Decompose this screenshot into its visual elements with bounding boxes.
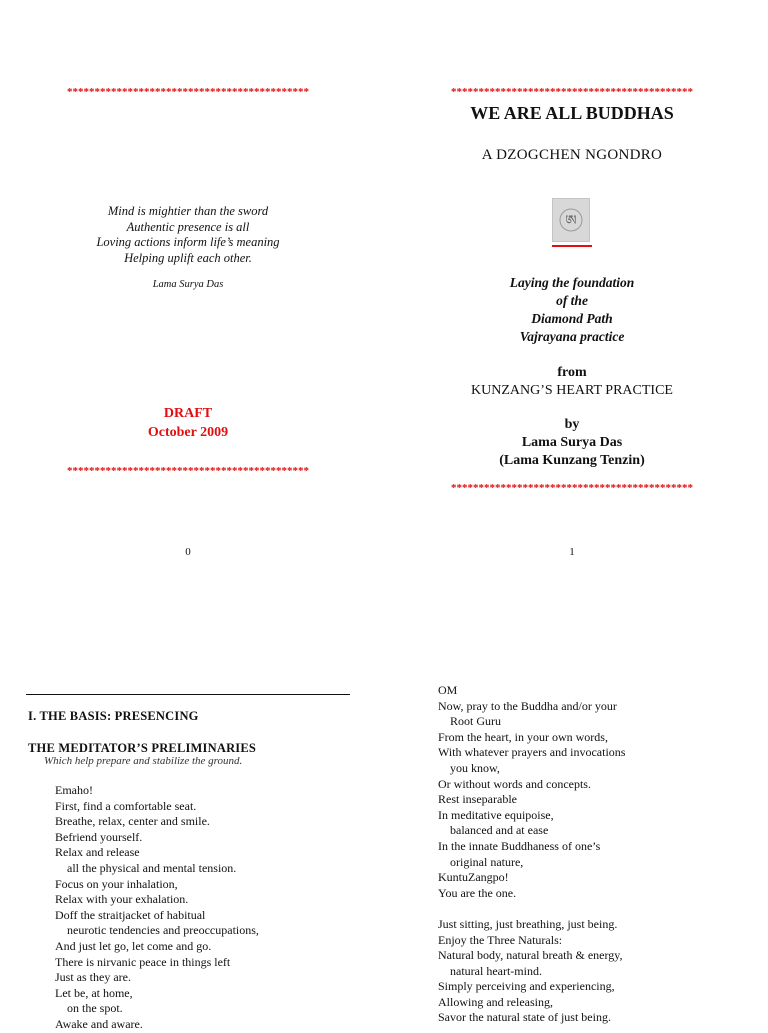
text-line: Just sitting, just breathing, just being. <box>438 916 618 931</box>
section-title: I. THE BASIS: PRESENCING <box>28 709 199 723</box>
text-line: Breathe, relax, center and smile. <box>55 814 210 829</box>
stanza-break <box>438 901 758 917</box>
stars-divider-top-left: ******************************************** <box>67 86 309 98</box>
text-line: Relax and release <box>55 845 140 860</box>
draft-label: DRAFT <box>163 406 213 421</box>
stars-divider-top-right: ******************************************** <box>451 86 693 98</box>
from-label: from <box>557 365 587 380</box>
epigraph-signature: Lama Surya Das <box>152 279 224 290</box>
book-subtitle: A DZOGCHEN NGONDRO <box>481 147 663 163</box>
book-title: WE ARE ALL BUDDHAS <box>470 103 674 123</box>
text-line: KuntuZangpo! <box>438 870 509 885</box>
poem-line: Mind is mightier than the sword <box>107 204 269 218</box>
text-line: There is nirvanic peace in things left <box>55 954 231 969</box>
text-line: You are the one. <box>438 885 517 900</box>
meditation-text-right <box>438 683 758 1026</box>
text-line: In meditative equipoise, <box>438 807 554 822</box>
tibetan-letter-icon <box>552 198 590 242</box>
logo-underline <box>552 245 592 247</box>
text-line: OM <box>438 683 458 697</box>
text-line: From the heart, in your own words, <box>438 729 608 744</box>
draft-notice <box>38 404 338 442</box>
draft-date: October 2009 <box>147 425 229 440</box>
text-line: natural heart-mind. <box>450 963 542 978</box>
foundation-line: Laying the foundation <box>509 275 635 290</box>
source-block <box>414 364 730 400</box>
text-line: original nature, <box>450 854 524 869</box>
text-line: balanced and at ease <box>450 823 549 838</box>
text-line: all the physical and mental tension. <box>67 860 237 875</box>
text-line: Natural body, natural breath & energy, <box>438 948 623 963</box>
stars-divider-bottom-right: ******************************************** <box>451 482 693 494</box>
text-line: In the innate Buddhaness of one’s <box>438 838 601 853</box>
text-line: And just let go, let come and go. <box>55 938 212 953</box>
author-name: Lama Surya Das <box>521 435 623 450</box>
poem-line: Helping uplift each other. <box>124 250 252 265</box>
foundation-line: Diamond Path <box>531 311 613 326</box>
text-line: Focus on your inhalation, <box>55 876 178 891</box>
text-line: First, find a comfortable seat. <box>55 798 197 813</box>
text-line: Befriend yourself. <box>55 829 143 844</box>
tibetan-logo <box>552 198 592 247</box>
author-block <box>414 416 730 470</box>
text-line: Relax with your exhalation. <box>55 892 189 907</box>
text-line: Emaho! <box>55 783 93 797</box>
text-line: Awake and aware. <box>55 1016 143 1031</box>
subsection-title: THE MEDITATOR’S PRELIMINARIES <box>28 741 257 755</box>
source-title: KUNZANG’S HEART PRACTICE <box>471 383 673 398</box>
author-alt-name: (Lama Kunzang Tenzin) <box>499 453 645 468</box>
page-number-left: 0 <box>185 546 191 558</box>
text-line: Allowing and releasing, <box>438 994 553 1009</box>
text-line: neurotic tendencies and preoccupations, <box>67 923 259 938</box>
text-line: Now, pray to the Buddha and/or your <box>438 698 617 713</box>
epigraph-poem <box>38 204 338 266</box>
meditation-text-left <box>55 783 355 1033</box>
text-line: Doff the straitjacket of habitual <box>55 907 206 922</box>
by-label: by <box>564 417 580 432</box>
text-line: Or without words and concepts. <box>438 776 591 791</box>
text-line: Simply perceiving and experiencing, <box>438 979 615 994</box>
text-line: Let be, at home, <box>55 985 133 1000</box>
foundation-heading <box>414 274 730 346</box>
section-rule <box>26 694 350 695</box>
text-line: Enjoy the Three Naturals: <box>438 932 563 947</box>
stars-divider-bottom-left: ******************************************** <box>67 465 309 477</box>
text-line: Savor the natural state of just being. <box>438 1010 611 1025</box>
poem-line: Authentic presence is all <box>126 219 250 234</box>
text-line: Root Guru <box>450 714 501 729</box>
text-line: With whatever prayers and invocations <box>438 745 626 760</box>
foundation-line: Vajrayana practice <box>519 329 625 344</box>
subsection-note: Which help prepare and stabilize the ground. <box>44 755 243 767</box>
poem-line: Loving actions inform life’s meaning <box>96 235 280 249</box>
text-line: Rest inseparable <box>438 792 517 807</box>
page-number-right: 1 <box>569 546 575 558</box>
foundation-line: of the <box>556 293 588 308</box>
logo-glyph: ཨ <box>565 213 577 229</box>
text-line: on the spot. <box>67 1001 123 1016</box>
text-line: you know, <box>450 760 500 775</box>
text-line: Just as they are. <box>55 970 131 985</box>
